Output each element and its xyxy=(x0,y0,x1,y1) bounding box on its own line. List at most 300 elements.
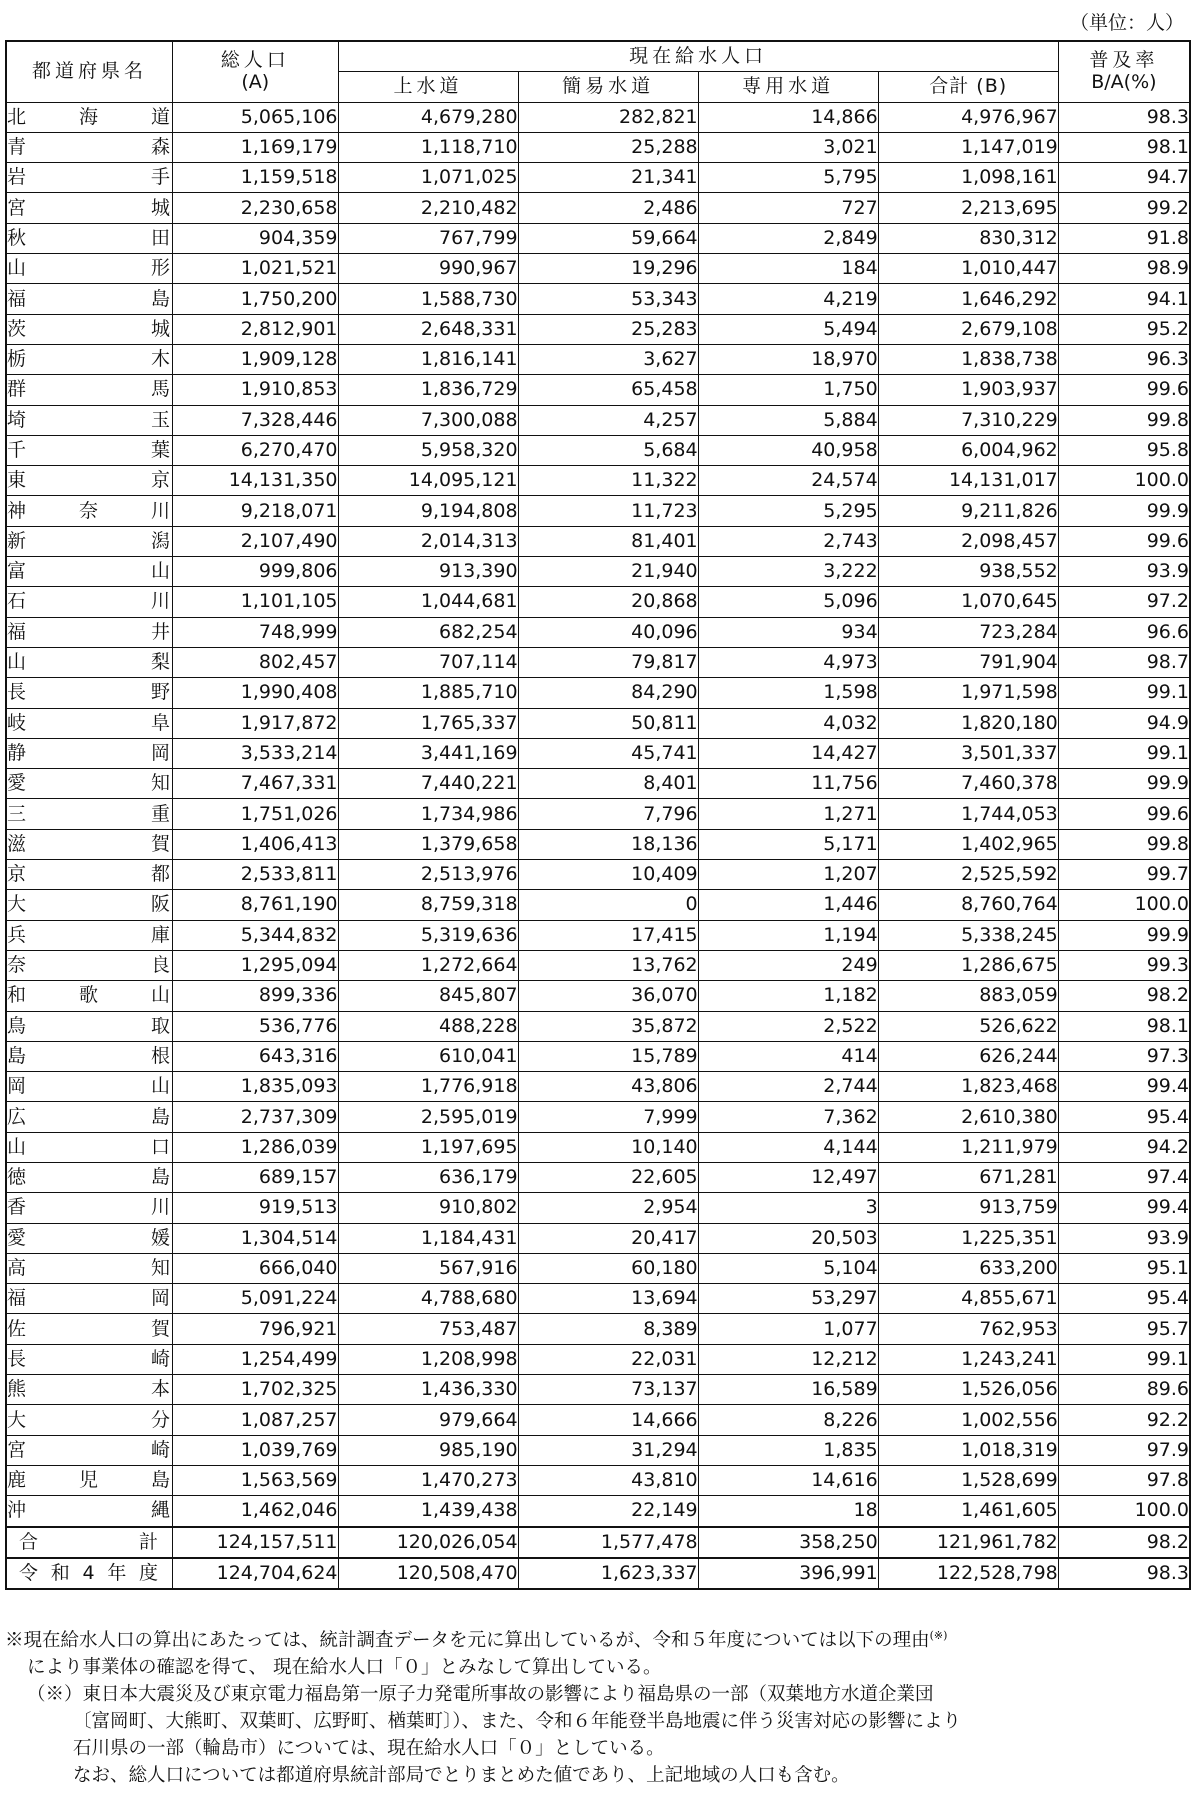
pref-name-cell: 宮城 xyxy=(6,193,173,223)
value-cell: 610,041 xyxy=(338,1041,518,1071)
value-cell: 1,402,965 xyxy=(878,829,1058,859)
value-cell: 89.6 xyxy=(1058,1375,1190,1405)
pref-name-cell: 高知 xyxy=(6,1253,173,1283)
value-cell: 1,118,710 xyxy=(338,132,518,162)
value-cell: 1,838,738 xyxy=(878,344,1058,374)
value-cell: 1,184,431 xyxy=(338,1223,518,1253)
value-cell: 1,208,998 xyxy=(338,1344,518,1374)
value-cell: 830,312 xyxy=(878,223,1058,253)
value-cell: 7,796 xyxy=(518,799,698,829)
pref-name-cell: 静岡 xyxy=(6,738,173,768)
value-cell: 4,219 xyxy=(698,284,878,314)
header-rate-sub: B/A(%) xyxy=(1091,70,1157,93)
table-row xyxy=(6,405,1190,435)
value-cell: 1,070,645 xyxy=(878,587,1058,617)
value-cell: 36,070 xyxy=(518,981,698,1011)
value-cell: 43,810 xyxy=(518,1465,698,1495)
value-cell: 1,010,447 xyxy=(878,254,1058,284)
value-cell: 9,218,071 xyxy=(173,496,338,526)
value-cell: 4,032 xyxy=(698,708,878,738)
value-cell: 99.1 xyxy=(1058,1344,1190,1374)
value-cell: 65,458 xyxy=(518,375,698,405)
header-rate xyxy=(1058,41,1190,102)
value-cell: 1,039,769 xyxy=(173,1435,338,1465)
table-row xyxy=(6,920,1190,950)
value-cell: 1,286,675 xyxy=(878,950,1058,980)
value-cell: 2,849 xyxy=(698,223,878,253)
pref-name-cell: 愛媛 xyxy=(6,1223,173,1253)
note-line-3: （※）東日本大震災及び東京電力福島第一原子力発電所事故の影響により福島県の一部（双葉地方水道企業団 xyxy=(27,1684,934,1705)
value-cell: 1,910,853 xyxy=(173,375,338,405)
value-cell: 10,140 xyxy=(518,1132,698,1162)
value-cell: 249 xyxy=(698,950,878,980)
pref-name-cell: 新潟 xyxy=(6,526,173,556)
table-row xyxy=(6,193,1190,223)
value-cell: 1,272,664 xyxy=(338,950,518,980)
value-cell: 1,018,319 xyxy=(878,1435,1058,1465)
pref-name-cell: 愛知 xyxy=(6,769,173,799)
value-cell: 1,021,521 xyxy=(173,254,338,284)
value-cell: 5,319,636 xyxy=(338,920,518,950)
pref-name-cell: 東京 xyxy=(6,466,173,496)
pref-name-cell: 埼玉 xyxy=(6,405,173,435)
table-row xyxy=(6,738,1190,768)
value-cell: 8,401 xyxy=(518,769,698,799)
value-cell: 666,040 xyxy=(173,1253,338,1283)
pref-name-cell: 広島 xyxy=(6,1102,173,1132)
value-cell: 358,250 xyxy=(698,1527,878,1558)
value-cell: 2,107,490 xyxy=(173,526,338,556)
table-row xyxy=(6,1284,1190,1314)
unit-label: （単位：人） xyxy=(1069,12,1184,34)
value-cell: 899,336 xyxy=(173,981,338,1011)
value-cell: 5,338,245 xyxy=(878,920,1058,950)
value-cell: 1,194 xyxy=(698,920,878,950)
value-cell: 1,990,408 xyxy=(173,678,338,708)
pref-name-cell: 秋田 xyxy=(6,223,173,253)
value-cell: 671,281 xyxy=(878,1162,1058,1192)
header-total-pop-label: 総人口 xyxy=(220,48,290,71)
pref-name-cell: 島根 xyxy=(6,1041,173,1071)
header-served: 現在給水人口 xyxy=(338,41,1058,72)
value-cell: 5,091,224 xyxy=(173,1284,338,1314)
value-cell: 1,751,026 xyxy=(173,799,338,829)
value-cell: 92.2 xyxy=(1058,1405,1190,1435)
pref-name-cell: 北海道 xyxy=(6,102,173,132)
pref-name-cell: 兵庫 xyxy=(6,920,173,950)
table-row xyxy=(6,223,1190,253)
value-cell: 707,114 xyxy=(338,647,518,677)
value-cell: 1,971,598 xyxy=(878,678,1058,708)
pref-name-cell: 岩手 xyxy=(6,163,173,193)
value-cell: 50,811 xyxy=(518,708,698,738)
value-cell: 11,322 xyxy=(518,466,698,496)
pref-name-cell: 佐賀 xyxy=(6,1314,173,1344)
previous-year-row xyxy=(6,1558,1190,1589)
value-cell: 99.1 xyxy=(1058,678,1190,708)
value-cell: 40,096 xyxy=(518,617,698,647)
value-cell: 2,522 xyxy=(698,1011,878,1041)
table-row xyxy=(6,132,1190,162)
pref-name-cell: 奈良 xyxy=(6,950,173,980)
value-cell: 94.7 xyxy=(1058,163,1190,193)
value-cell: 21,341 xyxy=(518,163,698,193)
value-cell: 98.3 xyxy=(1058,1558,1190,1589)
value-cell: 1,917,872 xyxy=(173,708,338,738)
value-cell: 95.1 xyxy=(1058,1253,1190,1283)
value-cell: 1,765,337 xyxy=(338,708,518,738)
value-cell: 2,513,976 xyxy=(338,860,518,890)
value-cell: 633,200 xyxy=(878,1253,1058,1283)
value-cell: 985,190 xyxy=(338,1435,518,1465)
table-row xyxy=(6,1072,1190,1102)
value-cell: 802,457 xyxy=(173,647,338,677)
value-cell: 98.9 xyxy=(1058,254,1190,284)
value-cell: 99.4 xyxy=(1058,1072,1190,1102)
value-cell: 396,991 xyxy=(698,1558,878,1589)
value-cell: 1,207 xyxy=(698,860,878,890)
value-cell: 22,031 xyxy=(518,1344,698,1374)
value-cell: 95.7 xyxy=(1058,1314,1190,1344)
value-cell: 4,144 xyxy=(698,1132,878,1162)
value-cell: 1,295,094 xyxy=(173,950,338,980)
value-cell: 1,254,499 xyxy=(173,1344,338,1374)
pref-name-cell: 岡山 xyxy=(6,1072,173,1102)
value-cell: 1,835,093 xyxy=(173,1072,338,1102)
value-cell: 20,868 xyxy=(518,587,698,617)
value-cell: 14,866 xyxy=(698,102,878,132)
value-cell: 98.7 xyxy=(1058,647,1190,677)
value-cell: 9,194,808 xyxy=(338,496,518,526)
value-cell: 2,744 xyxy=(698,1072,878,1102)
value-cell: 762,953 xyxy=(878,1314,1058,1344)
value-cell: 3,441,169 xyxy=(338,738,518,768)
table-row xyxy=(6,890,1190,920)
value-cell: 5,295 xyxy=(698,496,878,526)
table-row xyxy=(6,769,1190,799)
header-pref: 都道府県名 xyxy=(6,41,173,102)
header-sum: 合計 (B) xyxy=(878,72,1058,102)
pref-name-cell: 香川 xyxy=(6,1193,173,1223)
value-cell: 99.9 xyxy=(1058,769,1190,799)
value-cell: 99.6 xyxy=(1058,799,1190,829)
table-row xyxy=(6,344,1190,374)
note-line-2: により事業体の確認を得て、 現在給水人口「０」とみなして算出している。 xyxy=(27,1657,662,1678)
value-cell: 22,149 xyxy=(518,1496,698,1527)
value-cell: 14,131,350 xyxy=(173,466,338,496)
value-cell: 21,940 xyxy=(518,557,698,587)
value-cell: 98.3 xyxy=(1058,102,1190,132)
table-row xyxy=(6,1193,1190,1223)
pref-name-cell: 滋賀 xyxy=(6,829,173,859)
value-cell: 536,776 xyxy=(173,1011,338,1041)
pref-name-cell: 青森 xyxy=(6,132,173,162)
pref-name-cell: 山梨 xyxy=(6,647,173,677)
pref-name-cell: 鳥取 xyxy=(6,1011,173,1041)
value-cell: 99.3 xyxy=(1058,950,1190,980)
value-cell: 25,288 xyxy=(518,132,698,162)
value-cell: 1,885,710 xyxy=(338,678,518,708)
value-cell: 97.9 xyxy=(1058,1435,1190,1465)
value-cell: 20,417 xyxy=(518,1223,698,1253)
value-cell: 2,743 xyxy=(698,526,878,556)
table-body xyxy=(6,102,1190,1589)
value-cell: 18 xyxy=(698,1496,878,1527)
value-cell: 99.8 xyxy=(1058,405,1190,435)
value-cell: 99.8 xyxy=(1058,829,1190,859)
table-row xyxy=(6,466,1190,496)
value-cell: 7,460,378 xyxy=(878,769,1058,799)
value-cell: 3,533,214 xyxy=(173,738,338,768)
value-cell: 25,283 xyxy=(518,314,698,344)
value-cell: 7,440,221 xyxy=(338,769,518,799)
value-cell: 2,230,658 xyxy=(173,193,338,223)
table-row xyxy=(6,1223,1190,1253)
water-supply-table xyxy=(5,40,1191,1590)
pref-name-cell: 福岡 xyxy=(6,1284,173,1314)
value-cell: 12,497 xyxy=(698,1162,878,1192)
value-cell: 5,096 xyxy=(698,587,878,617)
value-cell: 1,101,105 xyxy=(173,587,338,617)
value-cell: 97.2 xyxy=(1058,587,1190,617)
pref-name-cell: 熊本 xyxy=(6,1375,173,1405)
table-row xyxy=(6,950,1190,980)
value-cell: 883,059 xyxy=(878,981,1058,1011)
value-cell: 45,741 xyxy=(518,738,698,768)
value-cell: 979,664 xyxy=(338,1405,518,1435)
value-cell: 4,257 xyxy=(518,405,698,435)
header-rate-label: 普及率 xyxy=(1089,48,1159,71)
value-cell: 1,734,986 xyxy=(338,799,518,829)
value-cell: 97.4 xyxy=(1058,1162,1190,1192)
pref-name-cell: 群馬 xyxy=(6,375,173,405)
value-cell: 4,679,280 xyxy=(338,102,518,132)
value-cell: 1,147,019 xyxy=(878,132,1058,162)
value-cell: 5,795 xyxy=(698,163,878,193)
pref-name-cell: 栃木 xyxy=(6,344,173,374)
value-cell: 14,131,017 xyxy=(878,466,1058,496)
value-cell: 2,213,695 xyxy=(878,193,1058,223)
value-cell: 723,284 xyxy=(878,617,1058,647)
pref-name-cell: 茨城 xyxy=(6,314,173,344)
table-row xyxy=(6,1132,1190,1162)
value-cell: 1,702,325 xyxy=(173,1375,338,1405)
value-cell: 2,679,108 xyxy=(878,314,1058,344)
value-cell: 753,487 xyxy=(338,1314,518,1344)
value-cell: 3,501,337 xyxy=(878,738,1058,768)
value-cell: 1,823,468 xyxy=(878,1072,1058,1102)
value-cell: 3,021 xyxy=(698,132,878,162)
header-simple: 簡易水道 xyxy=(518,72,698,102)
value-cell: 1,835 xyxy=(698,1435,878,1465)
value-cell: 1,087,257 xyxy=(173,1405,338,1435)
value-cell: 79,817 xyxy=(518,647,698,677)
pref-name-cell: 富山 xyxy=(6,557,173,587)
value-cell: 282,821 xyxy=(518,102,698,132)
value-cell: 13,694 xyxy=(518,1284,698,1314)
value-cell: 919,513 xyxy=(173,1193,338,1223)
value-cell: 99.9 xyxy=(1058,920,1190,950)
value-cell: 98.2 xyxy=(1058,981,1190,1011)
value-cell: 11,756 xyxy=(698,769,878,799)
value-cell: 124,157,511 xyxy=(173,1527,338,1558)
value-cell: 2,525,592 xyxy=(878,860,1058,890)
value-cell: 1,903,937 xyxy=(878,375,1058,405)
value-cell: 120,508,470 xyxy=(338,1558,518,1589)
pref-name-cell: 合計 xyxy=(6,1527,173,1558)
pref-name-cell: 山形 xyxy=(6,254,173,284)
value-cell: 60,180 xyxy=(518,1253,698,1283)
value-cell: 5,884 xyxy=(698,405,878,435)
value-cell: 1,750,200 xyxy=(173,284,338,314)
pref-name-cell: 宮崎 xyxy=(6,1435,173,1465)
value-cell: 1,098,161 xyxy=(878,163,1058,193)
value-cell: 2,595,019 xyxy=(338,1102,518,1132)
value-cell: 8,389 xyxy=(518,1314,698,1344)
note-line-1-text: ※現在給水人口の算出にあたっては、統計調査データを元に算出しているが、令和５年度については以下の理由 xyxy=(5,1630,930,1651)
value-cell: 95.4 xyxy=(1058,1102,1190,1132)
value-cell: 1,271 xyxy=(698,799,878,829)
value-cell: 904,359 xyxy=(173,223,338,253)
value-cell: 526,622 xyxy=(878,1011,1058,1041)
value-cell: 2,210,482 xyxy=(338,193,518,223)
value-cell: 1,077 xyxy=(698,1314,878,1344)
value-cell: 1,002,556 xyxy=(878,1405,1058,1435)
value-cell: 5,065,106 xyxy=(173,102,338,132)
value-cell: 99.2 xyxy=(1058,193,1190,223)
value-cell: 93.9 xyxy=(1058,1223,1190,1253)
value-cell: 96.3 xyxy=(1058,344,1190,374)
value-cell: 73,137 xyxy=(518,1375,698,1405)
note-line-6: なお、総人口については都道府県統計部局でとりまとめた値であり、上記地域の人口も含む。 xyxy=(73,1765,850,1786)
value-cell: 1,623,337 xyxy=(518,1558,698,1589)
table-row xyxy=(6,1041,1190,1071)
value-cell: 3,627 xyxy=(518,344,698,374)
value-cell: 4,976,967 xyxy=(878,102,1058,132)
value-cell: 7,467,331 xyxy=(173,769,338,799)
value-cell: 626,244 xyxy=(878,1041,1058,1071)
value-cell: 636,179 xyxy=(338,1162,518,1192)
value-cell: 1,446 xyxy=(698,890,878,920)
value-cell: 100.0 xyxy=(1058,890,1190,920)
value-cell: 5,958,320 xyxy=(338,435,518,465)
table-row xyxy=(6,1314,1190,1344)
table-row xyxy=(6,678,1190,708)
value-cell: 95.2 xyxy=(1058,314,1190,344)
value-cell: 913,759 xyxy=(878,1193,1058,1223)
value-cell: 0 xyxy=(518,890,698,920)
value-cell: 93.9 xyxy=(1058,557,1190,587)
header-total-pop-sub: (A) xyxy=(241,70,270,93)
value-cell: 43,806 xyxy=(518,1072,698,1102)
value-cell: 938,552 xyxy=(878,557,1058,587)
value-cell: 913,390 xyxy=(338,557,518,587)
value-cell: 10,409 xyxy=(518,860,698,890)
value-cell: 748,999 xyxy=(173,617,338,647)
value-cell: 2,533,811 xyxy=(173,860,338,890)
value-cell: 96.6 xyxy=(1058,617,1190,647)
value-cell: 2,098,457 xyxy=(878,526,1058,556)
value-cell: 98.1 xyxy=(1058,1011,1190,1041)
value-cell: 4,973 xyxy=(698,647,878,677)
table-row xyxy=(6,1102,1190,1132)
value-cell: 6,004,962 xyxy=(878,435,1058,465)
value-cell: 95.4 xyxy=(1058,1284,1190,1314)
value-cell: 95.8 xyxy=(1058,435,1190,465)
value-cell: 15,789 xyxy=(518,1041,698,1071)
pref-name-cell: 京都 xyxy=(6,860,173,890)
value-cell: 2,014,313 xyxy=(338,526,518,556)
value-cell: 120,026,054 xyxy=(338,1527,518,1558)
value-cell: 1,820,180 xyxy=(878,708,1058,738)
pref-name-cell: 石川 xyxy=(6,587,173,617)
table-row xyxy=(6,375,1190,405)
table-row xyxy=(6,1465,1190,1495)
table-row xyxy=(6,1344,1190,1374)
value-cell: 98.2 xyxy=(1058,1527,1190,1558)
value-cell: 1,286,039 xyxy=(173,1132,338,1162)
value-cell: 845,807 xyxy=(338,981,518,1011)
value-cell: 999,806 xyxy=(173,557,338,587)
value-cell: 1,836,729 xyxy=(338,375,518,405)
value-cell: 767,799 xyxy=(338,223,518,253)
note-line-5: 石川県の一部（輪島市）については、現在給水人口「０」としている。 xyxy=(73,1738,665,1759)
pref-name-cell: 令和4年度 xyxy=(6,1558,173,1589)
value-cell: 910,802 xyxy=(338,1193,518,1223)
value-cell: 1,470,273 xyxy=(338,1465,518,1495)
pref-name-cell: 福井 xyxy=(6,617,173,647)
value-cell: 1,159,518 xyxy=(173,163,338,193)
value-cell: 1,598 xyxy=(698,678,878,708)
value-cell: 2,737,309 xyxy=(173,1102,338,1132)
value-cell: 5,494 xyxy=(698,314,878,344)
value-cell: 6,270,470 xyxy=(173,435,338,465)
value-cell: 1,243,241 xyxy=(878,1344,1058,1374)
header-water-supply: 上水道 xyxy=(338,72,518,102)
value-cell: 99.4 xyxy=(1058,1193,1190,1223)
value-cell: 689,157 xyxy=(173,1162,338,1192)
note-line-4: 〔富岡町、大熊町、双葉町、広野町、楢葉町〕）、また、令和６年能登半島地震に伴う災害対応の影響により xyxy=(73,1711,962,1732)
table-row xyxy=(6,1405,1190,1435)
value-cell: 4,788,680 xyxy=(338,1284,518,1314)
table-row xyxy=(6,1496,1190,1527)
pref-name-cell: 山口 xyxy=(6,1132,173,1162)
value-cell: 18,970 xyxy=(698,344,878,374)
value-cell: 18,136 xyxy=(518,829,698,859)
value-cell: 1,044,681 xyxy=(338,587,518,617)
pref-name-cell: 和歌山 xyxy=(6,981,173,1011)
value-cell: 84,290 xyxy=(518,678,698,708)
value-cell: 2,486 xyxy=(518,193,698,223)
value-cell: 567,916 xyxy=(338,1253,518,1283)
value-cell: 97.8 xyxy=(1058,1465,1190,1495)
value-cell: 1,563,569 xyxy=(173,1465,338,1495)
value-cell: 7,310,229 xyxy=(878,405,1058,435)
value-cell: 8,761,190 xyxy=(173,890,338,920)
pref-name-cell: 福島 xyxy=(6,284,173,314)
value-cell: 14,095,121 xyxy=(338,466,518,496)
pref-name-cell: 沖縄 xyxy=(6,1496,173,1527)
footnotes xyxy=(5,1622,1195,1789)
value-cell: 1,461,605 xyxy=(878,1496,1058,1527)
value-cell: 1,406,413 xyxy=(173,829,338,859)
value-cell: 99.7 xyxy=(1058,860,1190,890)
value-cell: 99.6 xyxy=(1058,375,1190,405)
value-cell: 643,316 xyxy=(173,1041,338,1071)
total-row xyxy=(6,1527,1190,1558)
value-cell: 35,872 xyxy=(518,1011,698,1041)
value-cell: 1,526,056 xyxy=(878,1375,1058,1405)
